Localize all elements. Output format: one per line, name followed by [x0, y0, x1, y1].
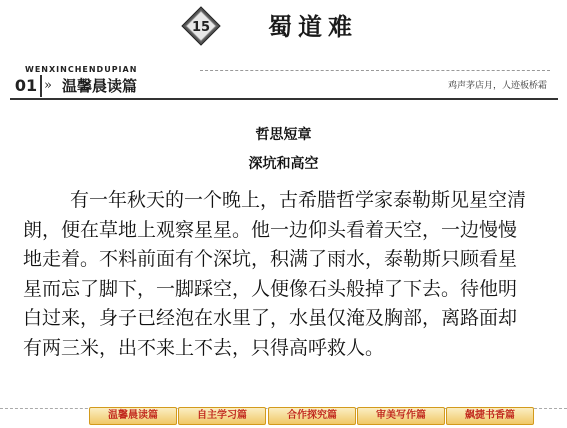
article-body: [23, 186, 564, 364]
pinyin-banner: WENXINCHENDUPIAN: [25, 65, 138, 74]
article-subheading: 深坑和高空: [248, 156, 319, 172]
body-line-2: 朗，便在草地上观察星星。他一边仰头看着天空，一边慢慢: [23, 218, 518, 241]
double-chevron-icon: »: [44, 78, 52, 93]
body-line-1: 有一年秋天的一个晚上，古希腊哲学家泰勒斯见星空清: [70, 189, 527, 211]
body-line-6: 有两三米，出不来上不去，只得高呼救人。: [23, 336, 385, 359]
nav-button-morning-reading[interactable]: 温馨晨读篇: [89, 407, 177, 425]
body-line-4: 星而忘了脚下，一脚踩空，人便像石头般掉了下去。待他明: [23, 277, 518, 300]
section-number: 01: [12, 75, 42, 97]
section-subtitle: 鸡声茅店月，人迹板桥霜: [447, 81, 547, 91]
lesson-number-badge: [181, 6, 221, 46]
header-dashed-divider: [200, 70, 550, 71]
lesson-number: 15: [191, 20, 211, 35]
lesson-title: 蜀道难: [268, 12, 358, 41]
body-line-3: 地走着。不料前面有个深坑，积满了雨水，泰勒斯只顾看星: [23, 248, 518, 271]
article-heading: 哲思短章: [255, 127, 312, 143]
header-rule: [10, 98, 558, 100]
body-line-5: 白过来，身子已经泡在水里了，水虽仅淹及胸部，离路面却: [23, 307, 518, 330]
nav-button-self-study[interactable]: 自主学习篇: [178, 407, 266, 425]
section-title: 温馨晨读篇: [62, 77, 138, 95]
nav-button-book-fragrance[interactable]: 飙捷书香篇: [446, 407, 534, 425]
nav-button-aesthetic-writing[interactable]: 审美写作篇: [357, 407, 445, 425]
nav-button-cooperative-inquiry[interactable]: 合作探究篇: [268, 407, 356, 425]
